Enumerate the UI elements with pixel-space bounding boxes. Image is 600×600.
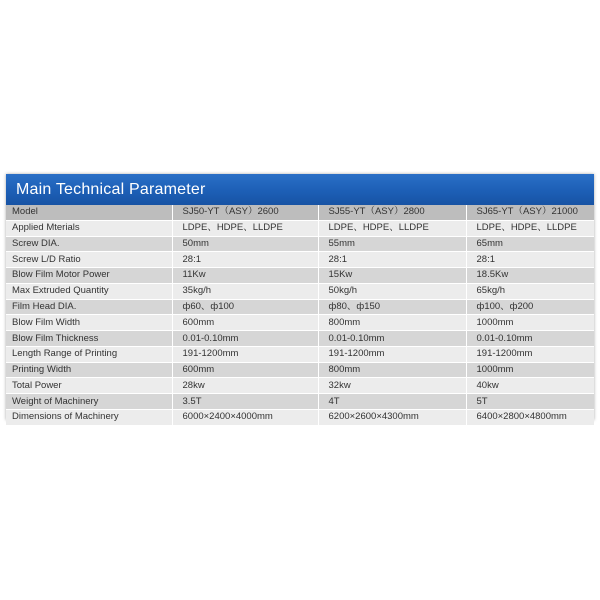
row-value: 40kw bbox=[466, 378, 594, 394]
row-label: Film Head DIA. bbox=[6, 299, 172, 315]
row-value: ф80、ф150 bbox=[318, 299, 466, 315]
header-cell: SJ65-YT（ASY）21000 bbox=[466, 205, 594, 220]
row-value: 600mm bbox=[172, 315, 318, 331]
table-row bbox=[6, 252, 594, 268]
panel-title: Main Technical Parameter bbox=[16, 181, 206, 198]
row-value: 28kw bbox=[172, 378, 318, 394]
row-value: 65kg/h bbox=[466, 283, 594, 299]
row-value: 28:1 bbox=[172, 252, 318, 268]
row-label: Weight of Machinery bbox=[6, 394, 172, 410]
table-row bbox=[6, 409, 594, 425]
row-label: Printing Width bbox=[6, 362, 172, 378]
row-label: Blow Film Thickness bbox=[6, 331, 172, 347]
technical-parameter-panel bbox=[6, 174, 594, 423]
row-value: 5T bbox=[466, 394, 594, 410]
row-value: 0.01-0.10mm bbox=[318, 331, 466, 347]
row-value: 191-1200mm bbox=[466, 346, 594, 362]
header-cell: Model bbox=[6, 205, 172, 220]
row-label: Blow Film Motor Power bbox=[6, 268, 172, 284]
row-value: 191-1200mm bbox=[318, 346, 466, 362]
row-value: 1000mm bbox=[466, 315, 594, 331]
row-value: 18.5Kw bbox=[466, 268, 594, 284]
row-label: Screw L/D Ratio bbox=[6, 252, 172, 268]
row-value: 0.01-0.10mm bbox=[172, 331, 318, 347]
row-value: 35kg/h bbox=[172, 283, 318, 299]
row-value: ф100、ф200 bbox=[466, 299, 594, 315]
row-value: LDPE、HDPE、LLDPE bbox=[172, 220, 318, 236]
header-cell: SJ50-YT（ASY）2600 bbox=[172, 205, 318, 220]
header-cell: SJ55-YT（ASY）2800 bbox=[318, 205, 466, 220]
row-label: Max Extruded Quantity bbox=[6, 283, 172, 299]
parameter-table bbox=[6, 205, 594, 426]
row-value: 800mm bbox=[318, 315, 466, 331]
row-value: 600mm bbox=[172, 362, 318, 378]
panel-header bbox=[6, 174, 594, 205]
row-value: 4T bbox=[318, 394, 466, 410]
table-row bbox=[6, 283, 594, 299]
table-row bbox=[6, 346, 594, 362]
table-row bbox=[6, 362, 594, 378]
table-row bbox=[6, 394, 594, 410]
table-row bbox=[6, 315, 594, 331]
table-row bbox=[6, 220, 594, 236]
row-value: 6000×2400×4000mm bbox=[172, 409, 318, 425]
row-label: Length Range of Printing bbox=[6, 346, 172, 362]
row-value: 65mm bbox=[466, 236, 594, 252]
row-value: 800mm bbox=[318, 362, 466, 378]
row-value: 50kg/h bbox=[318, 283, 466, 299]
row-value: 1000mm bbox=[466, 362, 594, 378]
row-label: Applied Mterials bbox=[6, 220, 172, 236]
row-value: 28:1 bbox=[466, 252, 594, 268]
table-row bbox=[6, 268, 594, 284]
table-row bbox=[6, 331, 594, 347]
table-header-row bbox=[6, 205, 594, 220]
row-value: 6200×2600×4300mm bbox=[318, 409, 466, 425]
row-value: LDPE、HDPE、LLDPE bbox=[466, 220, 594, 236]
row-label: Dimensions of Machinery bbox=[6, 409, 172, 425]
row-value: 6400×2800×4800mm bbox=[466, 409, 594, 425]
row-label: Blow Film Width bbox=[6, 315, 172, 331]
row-value: 3.5T bbox=[172, 394, 318, 410]
row-value: 55mm bbox=[318, 236, 466, 252]
row-value: 11Kw bbox=[172, 268, 318, 284]
row-value: 15Kw bbox=[318, 268, 466, 284]
table-row bbox=[6, 378, 594, 394]
row-value: ф60、ф100 bbox=[172, 299, 318, 315]
row-label: Total Power bbox=[6, 378, 172, 394]
row-value: 32kw bbox=[318, 378, 466, 394]
row-value: 191-1200mm bbox=[172, 346, 318, 362]
row-value: 0.01-0.10mm bbox=[466, 331, 594, 347]
row-value: 50mm bbox=[172, 236, 318, 252]
table-row bbox=[6, 299, 594, 315]
table-row bbox=[6, 236, 594, 252]
row-value: 28:1 bbox=[318, 252, 466, 268]
row-value: LDPE、HDPE、LLDPE bbox=[318, 220, 466, 236]
row-label: Screw DIA. bbox=[6, 236, 172, 252]
